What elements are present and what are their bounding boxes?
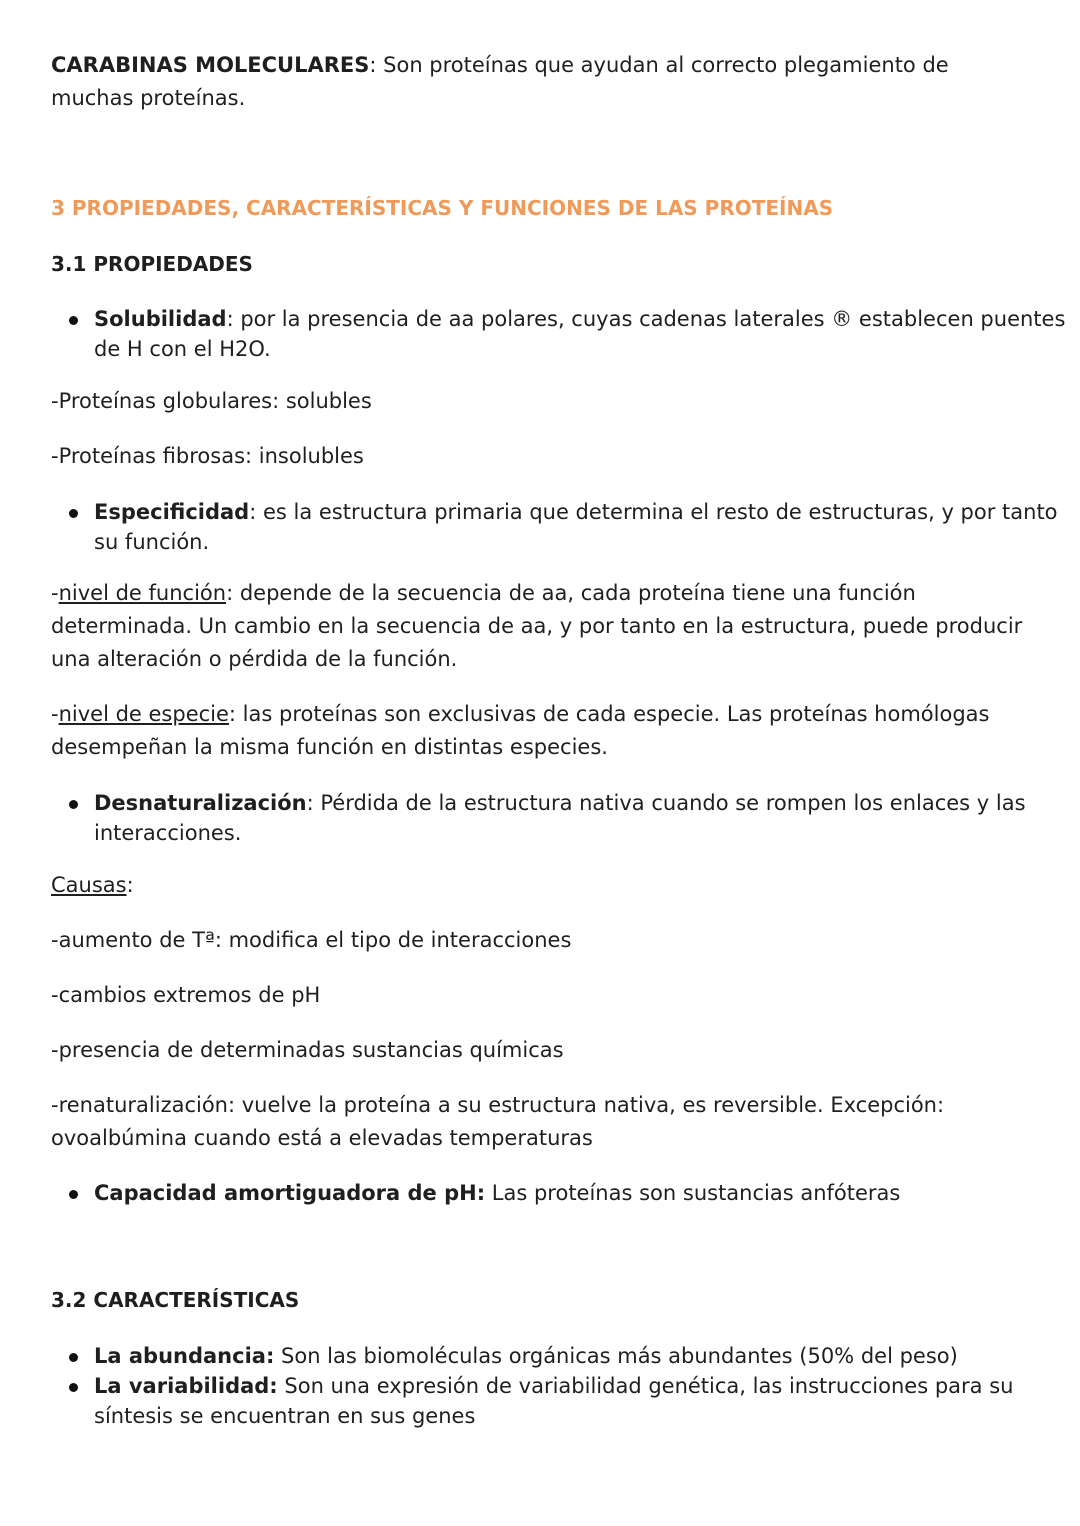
nivel-funcion-text: : depende de la secuencia de aa, cada proteína tiene una función determinada. Un cambio en la secuencia de aa, y por tanto en la estructura, puede producir una alteración o pérdida de la función. (51, 581, 1023, 671)
causa-ph: -cambios extremos de pH (51, 983, 321, 1007)
causas-heading (51, 869, 1026, 902)
nivel-funcion-paragraph (51, 577, 1026, 676)
causas-colon: : (126, 873, 134, 897)
nivel-funcion-dash: - (51, 581, 59, 605)
bullet-desnaturalizacion (51, 788, 1069, 848)
solubilidad-term: Solubilidad (94, 307, 227, 331)
nivel-especie-label: nivel de especie (58, 702, 229, 726)
intro-paragraph (51, 49, 1026, 115)
capacidad-text: Las proteínas son sustancias anfóteras (485, 1181, 901, 1205)
capacidad-term: Capacidad amortiguadora de pH: (94, 1181, 486, 1205)
causas-label: Causas (51, 873, 127, 897)
solubilidad-text: : por la presencia de aa polares, cuyas cadenas laterales ® establecen puentes de H con el H2O. (94, 307, 1066, 361)
globulares-line: -Proteínas globulares: solubles (51, 389, 372, 413)
section-3-title: 3 PROPIEDADES, CARACTERÍSTICAS Y FUNCIONES DE LAS PROTEÍNAS (51, 196, 834, 220)
causa-quimicas: -presencia de determinadas sustancias químicas (51, 1038, 564, 1062)
nivel-funcion-label: nivel de función (58, 581, 227, 605)
abundancia-text: Son las biomoléculas orgánicas más abundantes (50% del peso) (274, 1344, 958, 1368)
nivel-especie-text: : las proteínas son exclusivas de cada especie. Las proteínas homólogas desempeñan la misma función en distintas especies. (51, 702, 990, 759)
especificidad-term: Especificidad (94, 500, 250, 524)
bullet-variabilidad (51, 1371, 1069, 1431)
bullet-especificidad (51, 497, 1069, 557)
desnaturalizacion-term: Desnaturalización (94, 791, 307, 815)
intro-text: : Son proteínas que ayudan al correcto plegamiento de muchas proteínas. (51, 53, 949, 110)
desnaturalizacion-text: : Pérdida de la estructura nativa cuando se rompen los enlaces y las interacciones. (94, 791, 1026, 845)
bullet-capacidad (51, 1178, 1069, 1208)
fibrosas-line: -Proteínas fibrosas: insolubles (51, 444, 364, 468)
bullet-abundancia (51, 1341, 1069, 1371)
renaturalizacion-paragraph: -renaturalización: vuelve la proteína a su estructura nativa, es reversible. Excepción: ovoalbúmina cuando está a elevadas temperaturas (51, 1093, 945, 1150)
variabilidad-term: La variabilidad: (94, 1374, 278, 1398)
causa-temperatura: -aumento de Tª: modifica el tipo de interacciones (51, 928, 572, 952)
nivel-especie-paragraph (51, 698, 1026, 764)
abundancia-term: La abundancia: (94, 1344, 275, 1368)
section-3-2-title: 3.2 CARACTERÍSTICAS (51, 1288, 300, 1312)
bullet-solubilidad (51, 304, 1069, 364)
nivel-especie-dash: - (51, 702, 59, 726)
intro-term: CARABINAS MOLECULARES (51, 53, 370, 77)
variabilidad-text: Son una expresión de variabilidad genética, las instrucciones para su síntesis se encuentran en sus genes (94, 1374, 1014, 1428)
especificidad-text: : es la estructura primaria que determina el resto de estructuras, y por tanto su función. (94, 500, 1058, 554)
section-3-1-title: 3.1 PROPIEDADES (51, 252, 253, 276)
